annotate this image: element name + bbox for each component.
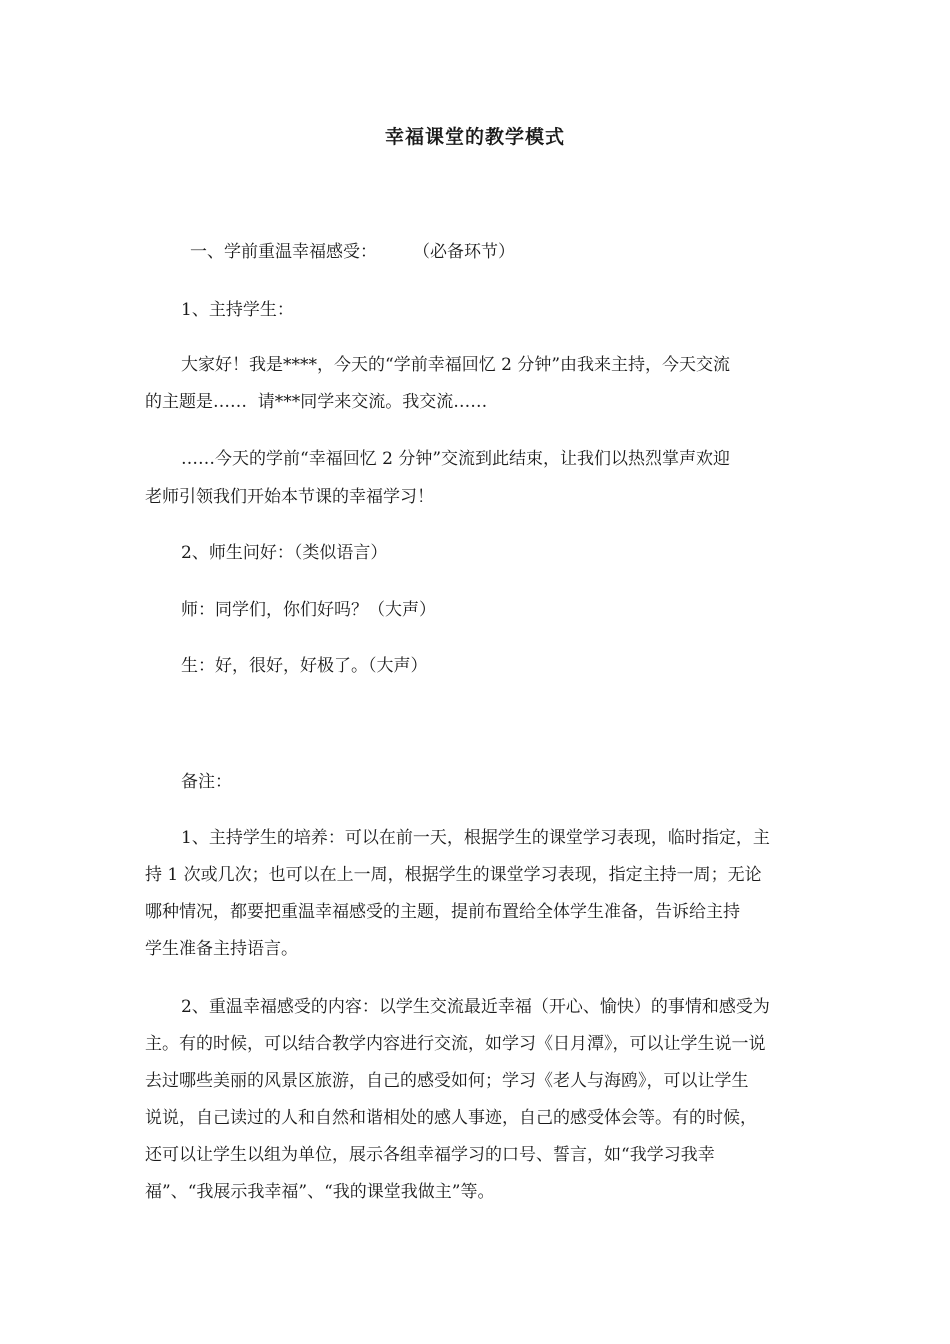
note2-line-5: 还可以让学生以组为单位，展示各组幸福学习的口号、誓言，如“我学习我幸 <box>145 1145 715 1165</box>
note1-line-1: 1、主持学生的培养：可以在前一天，根据学生的课堂学习表现，临时指定，主 <box>181 828 770 848</box>
host-closing-line-2: 老师引领我们开始本节课的幸福学习！ <box>145 487 434 507</box>
note2-line-2: 主。有的时候，可以结合教学内容进行交流，如学习《日月潭》，可以让学生说一说 <box>145 1034 766 1054</box>
item2-label: 2、师生问好：（类似语言） <box>181 543 388 563</box>
note2-line-4: 说说，自己读过的人和自然和谐相处的感人事迹，自己的感受体会等。有的时候， <box>145 1108 757 1128</box>
section-heading-text: 一、学前重温幸福感受： <box>190 242 377 262</box>
section-heading <box>190 234 852 270</box>
note2-line-3: 去过哪些美丽的风景区旅游，自己的感受如何；学习《老人与海鸥》，可以让学生 <box>145 1071 749 1091</box>
item1-label: 1、主持学生： <box>181 300 294 320</box>
student-line: 生：好，很好，好极了。（大声） <box>181 656 428 676</box>
host-speech-line-1: 大家好！我是****，今天的“学前幸福回忆 2 分钟”由我来主持，今天交流 <box>181 355 731 375</box>
notes-label: 备注： <box>181 772 232 792</box>
host-closing-line-1: ……今天的学前“幸福回忆 2 分钟”交流到此结束，让我们以热烈掌声欢迎 <box>181 449 731 469</box>
note2-line-1: 2、重温幸福感受的内容：以学生交流最近幸福（开心、愉快）的事情和感受为 <box>181 997 770 1017</box>
section-heading-note: （必备环节） <box>413 242 515 262</box>
note2-line-6: 福”、“我展示我幸福”、“我的课堂我做主”等。 <box>145 1182 495 1202</box>
note1-line-3: 哪种情况，都要把重温幸福感受的主题，提前布置给全体学生准备，告诉给主持 <box>145 902 740 922</box>
note1-line-4: 学生准备主持语言。 <box>145 939 298 959</box>
teacher-line: 师：同学们，你们好吗？（大声） <box>181 600 436 620</box>
note1-line-2: 持 1 次或几次；也可以在上一周，根据学生的课堂学习表现，指定主持一周；无论 <box>145 865 762 885</box>
host-speech-line-2: 的主题是…… 请***同学来交流。我交流…… <box>145 392 488 412</box>
document-title: 幸福课堂的教学模式 <box>384 126 565 148</box>
